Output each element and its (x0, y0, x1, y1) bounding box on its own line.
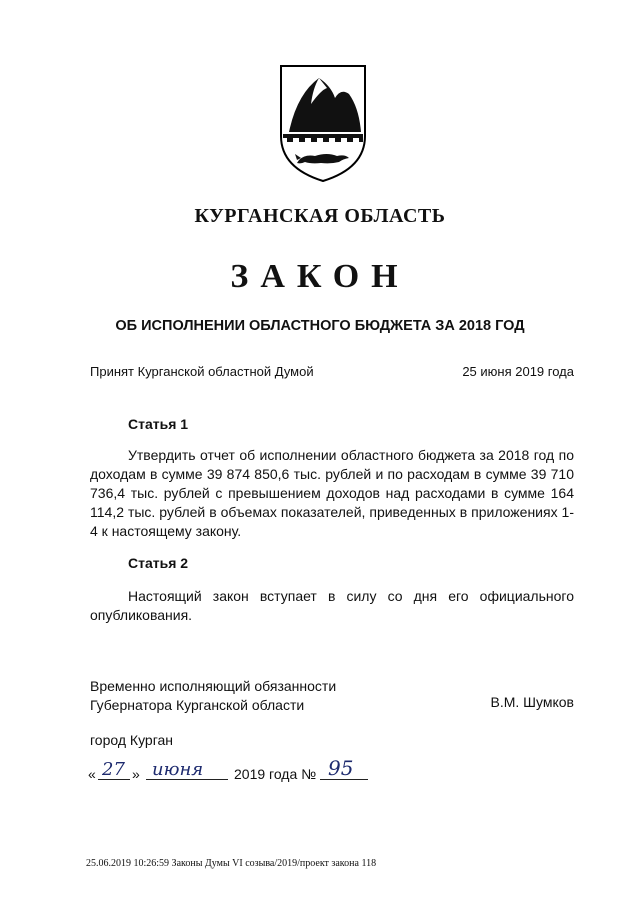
open-quote: « (88, 766, 96, 782)
document-type: ЗАКОН (230, 258, 410, 295)
signatory-title-line-1: Временно исполняющий обязанности (90, 678, 337, 694)
article-2-heading: Статья 2 (128, 555, 189, 571)
article-2-text: Настоящий закон вступает в силу со дня его официального опубликования. (90, 588, 574, 623)
law-subject: ОБ ИСПОЛНЕНИИ ОБЛАСТНОГО БЮДЖЕТА ЗА 2018 ГОД (115, 318, 525, 334)
region-title: КУРГАНСКАЯ ОБЛАСТЬ (194, 205, 446, 227)
law-number: 95 (328, 756, 354, 780)
signatory-title-line-2: Губернатора Курганской области (90, 697, 305, 713)
adoption-date: 25 июня 2019 года (462, 364, 574, 379)
signing-year: 2019 года № (234, 766, 317, 782)
signing-month: июня (152, 759, 204, 780)
article-1-text: Утвердить отчет об исполнении областного бюджета за 2018 год по доходам в сумме 39 874 850,6 тыс. рублей и по расходам в сумме 39 710 736,4 тыс. рублей с превышением доходов над расходами в сумме 164 114,2 тыс. рублей в объемах показателей, приведенных в приложениях 1-4 к настоящему закону. (90, 447, 574, 539)
place-of-signing: город Курган (90, 732, 174, 748)
file-footer: 25.06.2019 10:26:59 Законы Думы VI созыва/2019/проект закона 118 (86, 858, 377, 869)
signatory-title (90, 677, 336, 715)
article-1-heading: Статья 1 (128, 416, 189, 432)
signing-date-line (88, 758, 388, 786)
coat-of-arms-emblem (275, 64, 371, 184)
close-quote: » (132, 766, 140, 782)
signing-day: 27 (102, 759, 125, 780)
adopted-by: Принят Курганской областной Думой (90, 364, 314, 379)
signatory-name: В.М. Шумков (490, 694, 574, 710)
